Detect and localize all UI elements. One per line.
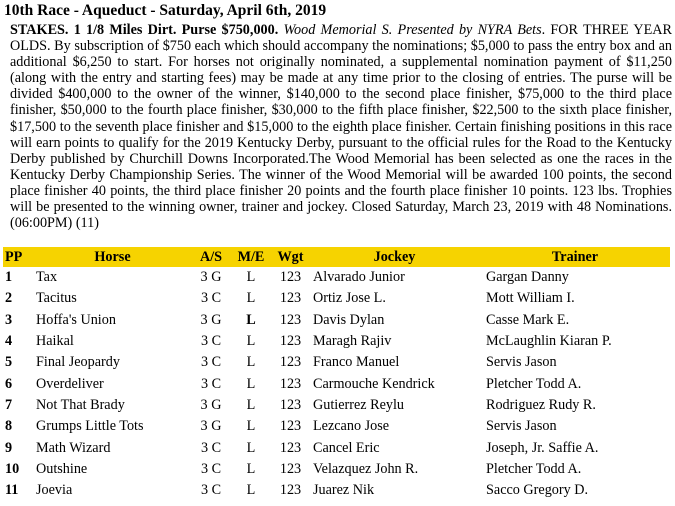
- trainer: Pletcher Todd A.: [486, 375, 582, 392]
- medication: L: [246, 418, 256, 435]
- trainer: Servis Jason: [486, 354, 557, 371]
- jockey: Ortiz Jose L.: [313, 290, 386, 307]
- col-header-as: A/S: [192, 247, 230, 267]
- weight: 123: [279, 354, 302, 371]
- table-row: [3, 331, 670, 352]
- trainer: Casse Mark E.: [486, 311, 570, 328]
- col-header-jockey: Jockey: [309, 247, 480, 267]
- trainer: McLaughlin Kiaran P.: [486, 333, 612, 350]
- table-row: [3, 373, 670, 394]
- post-position: 3: [5, 311, 13, 328]
- trainer: Gargan Danny: [486, 269, 569, 286]
- post-position: 10: [5, 460, 20, 477]
- age-sex: 3 G: [200, 311, 222, 328]
- post-position: 1: [5, 269, 13, 286]
- horse-name: Final Jeopardy: [36, 354, 120, 371]
- table-row: [3, 459, 670, 480]
- jockey: Gutierrez Reylu: [313, 396, 404, 413]
- trainer: Sacco Gregory D.: [486, 482, 589, 499]
- weight: 123: [279, 311, 302, 328]
- trainer: Mott William I.: [486, 290, 575, 307]
- age-sex: 3 G: [200, 396, 222, 413]
- col-header-wgt: Wgt: [272, 247, 309, 267]
- conditions-body: . FOR THREE YEAR OLDS. By subscription of $750 each which should accompany the nominations; $5,000 to pass the entry box and an additional $6,250 to start. For horses not originally nominated, a supplemental nomination payment of $11,250 (along with the entry and starting fees) may be made at any time prior to the closing of entries. The purse will be divided $400,000 to the owner of the winner, $140,000 to the second place finisher, $75,000 to the third place finisher, $50,000 to the fourth place finisher, $30,000 to the fifth place finisher, $22,500 to the sixth place finisher, $17,500 to the seventh place finisher and $15,000 to the eighth place finisher. Certain finishing positions in this race will earn points to qualify for the 2019 Kentucky Derby, pursuant to the official rules for the Road to the Kentucky Derby published by Churchill Downs Incorporated.The Wood Memorial has been selected as one the races in the Kentucky Derby Championship Series. The winner of the Wood Memorial will be awarded 100 points, the second place finisher 40 points, the third place finisher 20 points and the fourth place finisher 10 points. 123 lbs. Trophies will be presented to the winning owner, trainer and jockey. Closed Saturday, March 23, 2019 with 48 Nominations. (06:00PM) (11): [10, 22, 672, 232]
- medication: L: [246, 354, 256, 371]
- medication: L: [246, 375, 256, 392]
- age-sex: 3 C: [200, 482, 222, 499]
- trainer: Pletcher Todd A.: [486, 460, 582, 477]
- age-sex: 3 C: [200, 460, 222, 477]
- table-row: [3, 437, 670, 458]
- medication: L: [246, 396, 256, 413]
- weight: 123: [279, 482, 302, 499]
- weight: 123: [279, 333, 302, 350]
- post-position: 2: [5, 290, 13, 307]
- age-sex: 3 C: [200, 354, 222, 371]
- table-row: [3, 480, 670, 501]
- medication: L: [246, 269, 256, 286]
- horse-name: Overdeliver: [36, 375, 104, 392]
- table-row: [3, 267, 670, 288]
- horse-name: Tacitus: [36, 290, 77, 307]
- horse-name: Not That Brady: [36, 396, 125, 413]
- table-row: [3, 310, 670, 331]
- jockey: Alvarado Junior: [313, 269, 405, 286]
- race-name: Wood Memorial S. Presented by NYRA Bets: [283, 22, 542, 38]
- horse-name: Hoffa's Union: [36, 311, 116, 328]
- table-row: [3, 416, 670, 437]
- jockey: Maragh Rajiv: [313, 333, 392, 350]
- jockey: Velazquez John R.: [313, 460, 419, 477]
- post-position: 4: [5, 333, 13, 350]
- age-sex: 3 C: [200, 439, 222, 456]
- horse-name: Math Wizard: [36, 439, 111, 456]
- medication: L: [246, 333, 256, 350]
- jockey: Carmouche Kendrick: [313, 375, 435, 392]
- table-row: [3, 288, 670, 309]
- col-header-horse: Horse: [33, 247, 192, 267]
- horse-name: Grumps Little Tots: [36, 418, 144, 435]
- medication: L: [246, 439, 256, 456]
- trainer: Rodriguez Rudy R.: [486, 396, 596, 413]
- race-title: 10th Race - Aqueduct - Saturday, April 6th, 2019: [4, 2, 327, 19]
- jockey: Franco Manuel: [313, 354, 400, 371]
- col-header-trainer: Trainer: [480, 247, 670, 267]
- post-position: 7: [5, 396, 13, 413]
- jockey: Lezcano Jose: [313, 418, 390, 435]
- trainer: Servis Jason: [486, 418, 557, 435]
- jockey: Cancel Eric: [313, 439, 380, 456]
- weight: 123: [279, 460, 302, 477]
- col-header-me: M/E: [230, 247, 272, 267]
- post-position: 11: [5, 482, 19, 499]
- horse-name: Haikal: [36, 333, 74, 350]
- jockey: Juarez Nik: [313, 482, 375, 499]
- weight: 123: [279, 290, 302, 307]
- post-position: 6: [5, 375, 13, 392]
- entries-table: [3, 247, 670, 501]
- weight: 123: [279, 375, 302, 392]
- age-sex: 3 C: [200, 333, 222, 350]
- age-sex: 3 G: [200, 269, 222, 286]
- trainer: Joseph, Jr. Saffie A.: [486, 439, 599, 456]
- medication: L: [246, 460, 256, 477]
- horse-name: Outshine: [36, 460, 88, 477]
- weight: 123: [279, 396, 302, 413]
- table-header-row: [3, 247, 670, 267]
- post-position: 5: [5, 354, 13, 371]
- post-position: 9: [5, 439, 13, 456]
- jockey: Davis Dylan: [313, 311, 385, 328]
- table-row: [3, 352, 670, 373]
- horse-name: Joevia: [36, 482, 73, 499]
- medication: L: [246, 482, 256, 499]
- conditions-lead: STAKES. 1 1/8 Miles Dirt. Purse $750,000.: [10, 22, 279, 38]
- medication: L: [246, 290, 256, 307]
- table-row: [3, 395, 670, 416]
- age-sex: 3 G: [200, 418, 222, 435]
- weight: 123: [279, 269, 302, 286]
- col-header-pp: PP: [3, 247, 33, 267]
- weight: 123: [279, 418, 302, 435]
- race-conditions: [10, 22, 672, 231]
- age-sex: 3 C: [200, 290, 222, 307]
- medication: L: [246, 311, 256, 328]
- post-position: 8: [5, 418, 13, 435]
- weight: 123: [279, 439, 302, 456]
- age-sex: 3 C: [200, 375, 222, 392]
- horse-name: Tax: [36, 269, 58, 286]
